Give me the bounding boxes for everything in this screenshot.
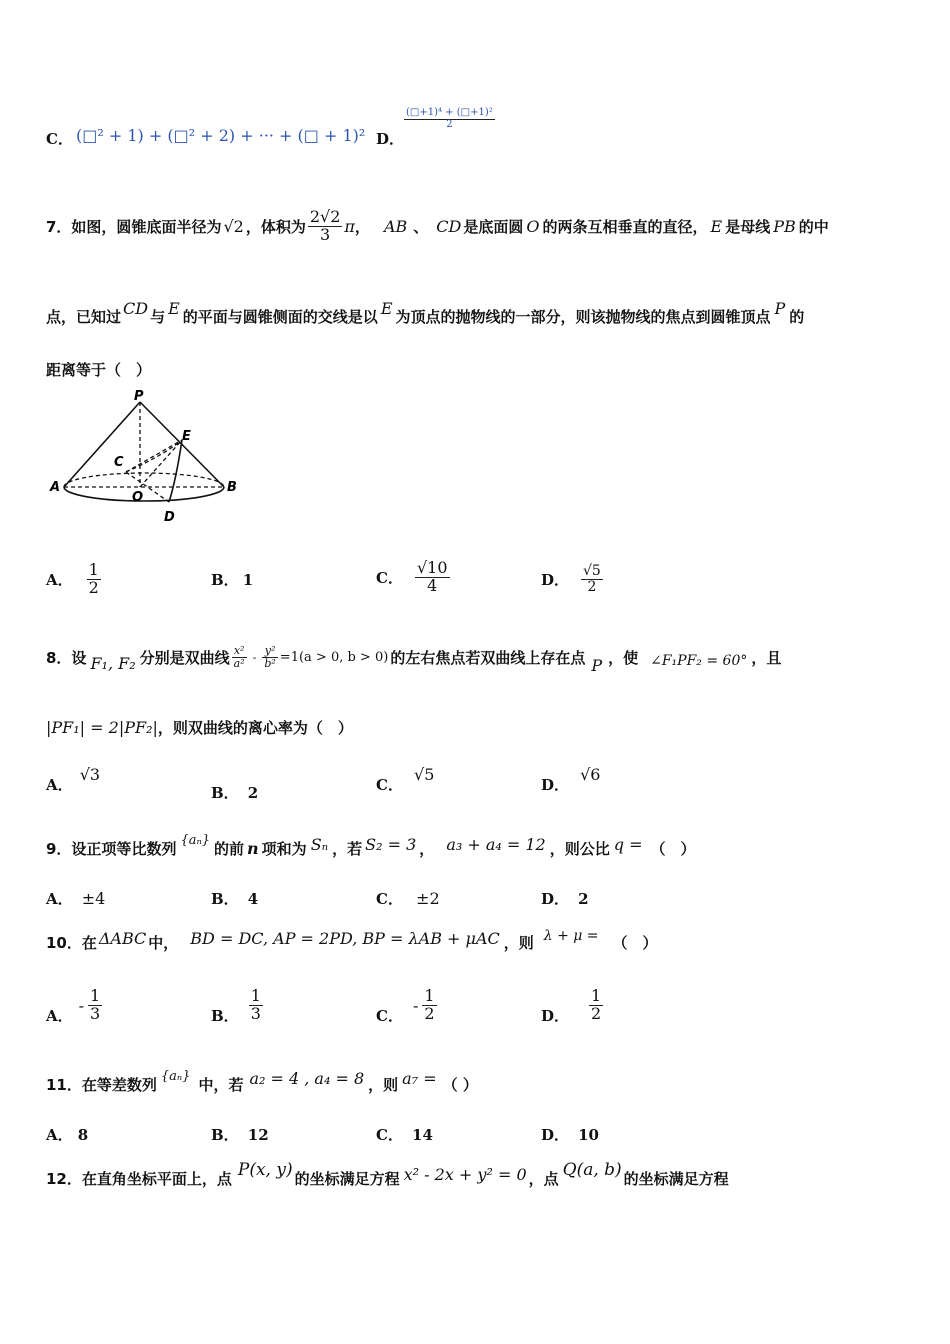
q10-option-b[interactable] (211, 982, 263, 1028)
q7-option-c[interactable] (376, 552, 450, 602)
q10-option-d-frac (589, 985, 603, 1023)
q9-text-4: ，若 (332, 839, 363, 858)
q10-option-a-sign: - (78, 995, 85, 1015)
q9-option-b-label: B． (211, 890, 239, 908)
q7-option-c-frac (415, 557, 450, 595)
q10-option-c-sign: - (412, 995, 419, 1015)
q12-line (46, 1158, 729, 1198)
q9-text-3: 项和为 (261, 839, 307, 858)
q7-text-6: 的两条互相垂直的直径， (542, 217, 708, 236)
q7-e2: E (168, 298, 180, 318)
q10-condition: BD = DC, AP = 2PD, BP = λAB + μAC (190, 928, 500, 948)
q10-option-c-den: 2 (424, 1003, 435, 1023)
q8-minus: - (252, 650, 257, 664)
q9-option-d-val: 2 (578, 890, 589, 908)
q11-options (46, 1124, 666, 1146)
q7-volume-fraction (308, 206, 343, 244)
q9-n: n (247, 838, 259, 858)
q8-condition: |PF₁| = 2|PF₂| (46, 717, 158, 737)
q9-q: q = (613, 834, 643, 854)
q8-eq: =1(a > 0, b > 0) (279, 649, 389, 665)
q8-y-frac (262, 645, 277, 669)
q10-option-c-label: C． (376, 1006, 403, 1025)
q7-option-b[interactable] (211, 569, 253, 590)
q7-option-a-den: 2 (88, 577, 99, 597)
q8-text-6: ，则双曲线的离心率为（ ） (157, 718, 353, 737)
q11-option-d-label: D． (541, 1126, 570, 1144)
q10-option-c[interactable] (376, 982, 437, 1028)
q11-option-c[interactable] (376, 1124, 433, 1145)
q10-text-2: 中， (148, 933, 179, 952)
q7-option-a-num: 1 (88, 559, 99, 579)
q9-text-1: 9．设正项等比数列 (46, 839, 177, 858)
q6-option-d-num: (□+1)⁴ + (□+1)² (406, 107, 493, 118)
q7-text-5: 是底面圆 (463, 217, 524, 236)
fig-label-p: P (134, 390, 144, 404)
q12-text-3: ，点 (528, 1169, 559, 1188)
q9-option-a-val: ±4 (81, 889, 106, 908)
q8-f1f2: F₁, F₂ (90, 653, 136, 673)
q11-option-d[interactable] (541, 1124, 599, 1145)
q9-option-c-val: ±2 (416, 889, 440, 908)
q9-text-5: ， (419, 839, 435, 858)
fig-label-e: E (182, 429, 191, 444)
q9-option-a-label: A． (46, 890, 73, 908)
q7-text-3: ， (354, 217, 370, 236)
q7-text-12: 为顶点的抛物线的一部分，则该抛物线的焦点到圆锥顶点 (395, 307, 771, 326)
q8-x-frac (232, 645, 247, 669)
q10-option-c-num: 1 (424, 985, 435, 1005)
q7-text-1: 7．如图，圆锥底面半径为 (46, 217, 222, 236)
q7-o: O (526, 216, 540, 236)
q12-point-p: P(x, y) (237, 1160, 293, 1180)
q11-option-c-val: 14 (412, 1126, 433, 1144)
q10-option-d-label: D． (541, 1006, 570, 1025)
q9-text-2: 的前 (214, 839, 245, 858)
q11-a7: a₇ = (402, 1068, 437, 1088)
q9-option-d-label: D． (541, 890, 570, 908)
q8-option-b-label: B． (211, 784, 239, 802)
q9-sn: Sₙ (310, 834, 329, 854)
q8-option-b[interactable] (211, 782, 258, 803)
q7-volume-num: 2√2 (309, 206, 341, 226)
q8-b2: b² (264, 656, 276, 670)
q11-text-1: 11．在等差数列 (46, 1075, 157, 1094)
q12-text-4: 的坐标满足方程 (623, 1169, 729, 1188)
q7-option-a-label: A． (46, 570, 73, 589)
q7-option-c-label: C． (376, 568, 403, 587)
q9-options (46, 888, 666, 910)
q6-option-c-label: C． (46, 130, 73, 148)
q10-line (46, 924, 658, 960)
q11-option-d-val: 10 (578, 1126, 599, 1144)
q8-option-d-label: D． (541, 776, 570, 794)
q7-cd2: CD (123, 298, 149, 318)
q12-text-1: 12．在直角坐标平面上，点 (46, 1169, 232, 1188)
q7-option-b-text: 1 (242, 570, 254, 589)
q8-option-d-val: √6 (580, 765, 601, 784)
q7-option-d-frac (581, 564, 603, 594)
q9-option-d[interactable] (541, 888, 589, 909)
q10-text-1: 10．在 (46, 933, 97, 952)
q9-line (46, 828, 696, 868)
q10-option-b-frac (249, 985, 263, 1023)
q8-line1 (46, 634, 781, 680)
q10-option-c-frac (422, 985, 436, 1023)
q8-text-5: ，且 (751, 648, 782, 667)
q11-option-c-label: C． (376, 1126, 403, 1144)
q6-option-d-fraction (404, 108, 495, 130)
fig-label-d: D (164, 510, 175, 525)
q9-option-c-label: C． (376, 890, 403, 908)
q9-option-a[interactable] (46, 888, 105, 909)
q6-option-d-label: D． (376, 130, 405, 148)
q9-option-b-val: 4 (247, 890, 259, 908)
q9-s2: S₂ = 3 (365, 834, 417, 854)
q7-text-2: ，体积为 (245, 217, 306, 236)
q10-option-d-den: 2 (591, 1003, 602, 1023)
q9-text-6: ，则公比 (549, 839, 610, 858)
q10-triangle: ΔABC (98, 928, 147, 948)
q10-option-a-label: A． (46, 1006, 73, 1025)
q11-option-a[interactable] (46, 1124, 88, 1145)
q7-p: P (774, 298, 786, 318)
q11-option-b[interactable] (211, 1124, 269, 1145)
q8-x2: x² (232, 645, 247, 658)
q8-angle: ∠F₁PF₂ = 60° (650, 653, 748, 669)
q11-condition: a₂ = 4 , a₄ = 8 (249, 1068, 365, 1088)
q7-volume-pi: π (344, 216, 355, 236)
q7-line2 (46, 296, 804, 336)
q8-option-d[interactable] (541, 765, 601, 795)
q8-a2: a² (233, 656, 245, 670)
q8-line2 (46, 712, 353, 742)
q7-option-d-label: D． (541, 570, 570, 589)
q10-option-a[interactable] (46, 982, 102, 1028)
q7-text-11: 的平面与圆锥侧面的交线是以 (182, 307, 378, 326)
q7-e: E (710, 216, 723, 236)
q7-ab: AB (383, 216, 408, 236)
q10-text-4: （ ） (612, 933, 658, 952)
q8-text-4: ，使 (608, 648, 639, 667)
q7-line1 (46, 196, 829, 256)
cone-figure (44, 390, 244, 526)
q10-option-b-label: B． (211, 1006, 239, 1025)
fig-label-b: B (227, 480, 237, 495)
q8-p: P (591, 655, 603, 675)
fig-label-a: A (50, 480, 61, 495)
q7-option-d[interactable] (541, 556, 603, 602)
q11-option-b-label: B． (211, 1126, 239, 1144)
q11-text-4: （ ） (442, 1075, 478, 1094)
q9-an: {aₙ} (180, 832, 211, 848)
q7-option-d-den: 2 (587, 578, 597, 595)
q12-point-q: Q(a, b) (562, 1160, 622, 1180)
q8-option-a-label: A． (46, 776, 73, 794)
q10-option-d-num: 1 (591, 985, 602, 1005)
q8-option-b-val: 2 (247, 784, 259, 802)
q7-text-10: 与 (150, 307, 166, 326)
q7-pb: PB (773, 216, 796, 236)
q7-text-8: 的中 (798, 217, 829, 236)
q7-volume-den: 3 (320, 224, 331, 244)
q7-option-a-frac (87, 559, 101, 597)
q9-option-b[interactable] (211, 888, 258, 909)
q10-lambda-mu: λ + μ = (543, 928, 599, 944)
q7-text-4: 、 (413, 217, 429, 236)
q10-option-a-frac (88, 985, 102, 1023)
q8-option-c-label: C． (376, 776, 403, 794)
q9-a34: a₃ + a₄ = 12 (446, 834, 546, 854)
q8-text-2: 分别是双曲线 (139, 648, 230, 667)
q11-option-a-label: A． (46, 1126, 73, 1144)
q8-option-a-val: √3 (79, 765, 101, 784)
q8-option-c-val: √5 (414, 765, 435, 784)
q8-y2: y² (262, 645, 277, 658)
fig-label-c: C (114, 455, 124, 470)
q11-text-3: ，则 (368, 1075, 399, 1094)
q11-line (46, 1064, 478, 1104)
q7-option-c-den: 4 (427, 575, 438, 595)
q10-option-b-num: 1 (250, 985, 261, 1005)
q7-radius: √2 (223, 216, 244, 236)
q10-option-d[interactable] (541, 982, 603, 1028)
q10-option-b-den: 3 (250, 1003, 261, 1023)
q8-options (46, 765, 666, 802)
q7-line3: 距离等于（ ） (46, 361, 152, 379)
q10-options (46, 982, 666, 1030)
q11-option-b-val: 12 (247, 1126, 269, 1144)
q9-text-7: （ ） (650, 839, 696, 858)
q12-text-2: 的坐标满足方程 (294, 1169, 400, 1188)
q7-text-7: 是母线 (725, 217, 771, 236)
q7-option-d-num: √5 (583, 562, 601, 579)
q7-text-9: 点，已知过 (46, 307, 122, 326)
q12-equation-1: x² - 2x + y² = 0 (403, 1164, 527, 1184)
q8-option-c[interactable] (376, 765, 435, 795)
q7-option-b-label: B． (211, 571, 239, 589)
q11-text-2: 中，若 (198, 1075, 244, 1094)
q7-option-a[interactable] (46, 556, 101, 602)
q8-text-3: 的左右焦点若双曲线上存在点 (390, 648, 586, 667)
q6-option-d-den: 2 (446, 118, 453, 130)
q10-option-a-den: 3 (90, 1003, 101, 1023)
q9-option-c[interactable] (376, 888, 440, 909)
q10-option-a-num: 1 (90, 985, 101, 1005)
q7-text-13: 的 (789, 307, 805, 326)
fig-label-o: O (132, 490, 144, 505)
q7-cd: CD (436, 216, 462, 236)
q11-option-a-val: 8 (77, 1126, 89, 1144)
q11-an: {aₙ} (160, 1068, 191, 1084)
q7-e3: E (380, 298, 393, 318)
q6-option-c-expr: (□² + 1) + (□² + 2) + ··· + (□ + 1)² (76, 126, 366, 145)
q7-option-c-num: √10 (416, 557, 448, 577)
q8-option-a[interactable] (46, 765, 101, 795)
q8-text-1: 8．设 (46, 648, 87, 667)
q10-text-3: ，则 (503, 933, 534, 952)
